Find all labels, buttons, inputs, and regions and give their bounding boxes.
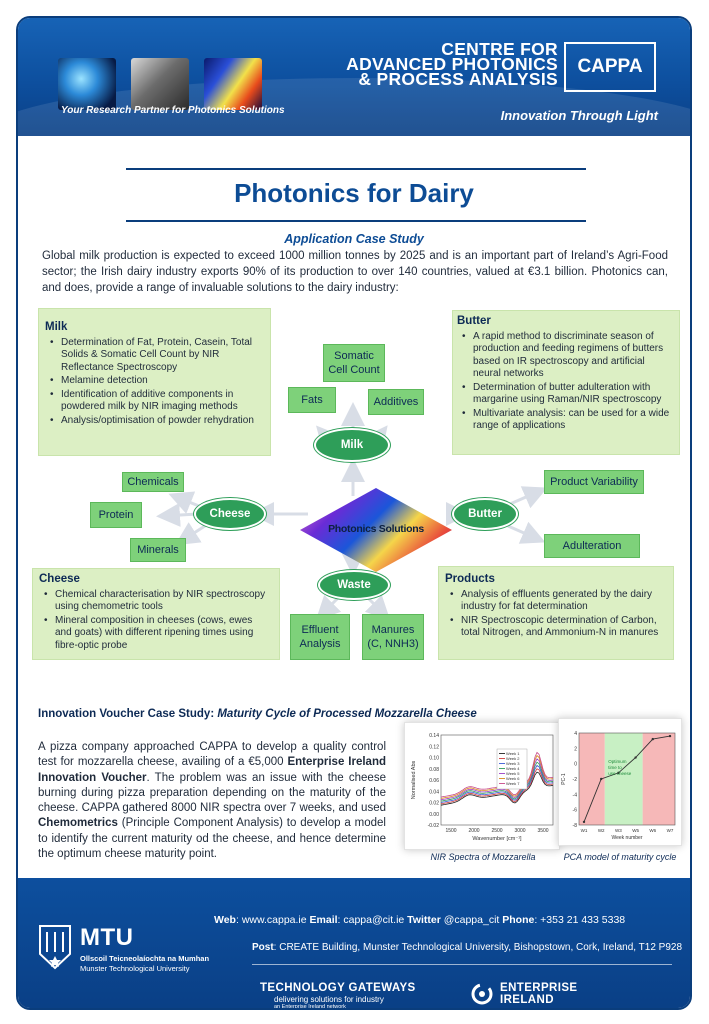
nir-spectra-figure — [404, 722, 560, 850]
x-tick-label: W3 — [615, 828, 622, 833]
centre-line-3: & PROCESS ANALYSIS — [358, 69, 558, 89]
cheese-box — [32, 568, 280, 660]
tag-product-variability: Product Variability — [544, 470, 644, 494]
y-tick-label: 4 — [574, 731, 577, 737]
application-heading: Application Case Study — [284, 232, 424, 246]
y-tick-label: 0 — [574, 761, 577, 768]
pca-chart — [559, 719, 683, 847]
centre-line-1: CENTRE FOR — [441, 39, 558, 59]
tag-somatic-cell-count: Somatic Cell Count — [323, 344, 385, 382]
twitter-link[interactable]: @cappa_cit — [440, 914, 503, 926]
case-body-bold: Enterprise Ireland Innovation Voucher — [38, 756, 386, 784]
tag-additives: Additives — [368, 389, 424, 415]
mtu-irish-name: Ollscoil Teicneolaíochta na Mumhan — [80, 954, 210, 963]
pca-point — [600, 778, 602, 780]
list-item: • Analysis/optimisation of powder rehydration — [45, 415, 262, 428]
list-item: • A rapid method to discriminate season of production and feeding regimens of butters based on IR spectroscopy and artificial neural networks — [457, 331, 675, 381]
header-tagline: Your Research Partner for Photonics Solutions — [61, 105, 285, 116]
tag-fats: Fats — [288, 387, 336, 413]
node-cheese: Cheese — [194, 498, 266, 530]
x-tick-label: W5 — [632, 828, 639, 833]
contact-line — [214, 914, 625, 926]
y-axis-label: Normalised Abs — [411, 760, 417, 800]
mtu-logo-text: MTU — [80, 924, 134, 951]
list-item: • Chemical characterisation by NIR spectroscopy using chemometric tools — [39, 589, 271, 614]
y-tick-label: 2 — [574, 746, 577, 753]
pca-figure — [558, 718, 682, 846]
x-axis-label: Wavenumber [cm⁻¹] — [472, 836, 522, 842]
pca-point — [652, 738, 654, 740]
tg-subtitle: delivering solutions for industry — [274, 995, 384, 1004]
optimum-annotation: time to — [608, 765, 622, 770]
legend-entry: Week 6 — [506, 776, 520, 781]
y-tick-label: -8 — [572, 823, 577, 829]
pca-point — [583, 821, 585, 823]
phone-label: Phone — [502, 914, 535, 926]
case-heading-plain: Innovation Voucher Case Study: — [38, 708, 218, 720]
legend-entry: Week 4 — [506, 766, 520, 771]
cheese-box-title: Cheese — [39, 573, 80, 585]
legend-entry: Week 3 — [506, 761, 520, 766]
butter-box-list — [457, 331, 675, 433]
list-item: • Identification of additive components in powdered milk by NIR imaging methods — [45, 389, 262, 414]
legend-entry: Week 7 — [506, 781, 520, 786]
postal-address — [252, 942, 682, 953]
x-tick-label: 1500 — [445, 828, 457, 834]
email-link[interactable]: : cappa@cit.ie — [337, 914, 408, 926]
y-tick-label: -2 — [572, 777, 577, 783]
footer-divider — [252, 964, 672, 965]
butter-box-title: Butter — [457, 315, 491, 327]
node-butter: Butter — [452, 498, 518, 530]
y-tick-label: 0.10 — [429, 755, 439, 762]
products-box — [438, 566, 674, 660]
red-zone-late — [643, 733, 675, 825]
y-tick-label: -0.02 — [427, 823, 439, 829]
email-label: Email — [309, 914, 338, 926]
list-item: • Analysis of effluents generated by the dairy industry for fat determination — [445, 589, 667, 614]
hub-label: Photonics Solutions — [328, 523, 424, 535]
y-tick-label: 0.12 — [429, 744, 439, 751]
green-zone-optimum — [605, 733, 643, 825]
header-slogan: Innovation Through Light — [500, 108, 658, 123]
case-body-text: . The problem was an issue with the cheese burning during pizza preparation depending on the maturity of the cheese. CAPPA gathered 8000 NIR spectra over 7 weeks, and used — [38, 771, 386, 815]
pca-point — [669, 735, 671, 737]
x-tick-label: 3000 — [514, 828, 526, 834]
tag-protein: Protein — [90, 502, 142, 528]
mtu-english-name: Munster Technological University — [80, 964, 190, 973]
y-tick-label: 0.00 — [429, 811, 439, 818]
milk-box-title: Milk — [45, 321, 68, 333]
pca-point — [634, 756, 636, 758]
poster-frame — [16, 16, 692, 1010]
optimum-annotation: Optimum — [608, 759, 627, 764]
milk-box — [38, 308, 271, 456]
phone-number: : +353 21 433 5338 — [534, 914, 626, 926]
x-tick-label: W2 — [597, 828, 605, 833]
case-study-body — [38, 740, 386, 862]
list-item: • Determination of butter adulteration with margarine using Raman/NIR spectroscopy — [457, 382, 675, 407]
mtu-crest-icon — [38, 924, 72, 970]
y-tick-label: 0.08 — [429, 766, 439, 773]
x-axis-label: Week number — [611, 835, 643, 841]
web-link[interactable]: : www.cappa.ie — [235, 914, 310, 926]
ei-line-2: IRELAND — [500, 994, 554, 1006]
enterprise-ireland-logo — [500, 982, 578, 1006]
milk-box-list — [45, 337, 262, 428]
cheese-box-list — [39, 589, 271, 653]
case-heading-italic: Maturity Cycle of Processed Mozzarella Cheese — [217, 708, 477, 720]
products-box-list — [445, 589, 667, 640]
case-body-text: A pizza company approached CAPPA to develop a quality control test for mozzarella cheese, availing of a €5,000 — [38, 741, 386, 769]
y-tick-label: 0.06 — [429, 778, 439, 784]
list-item: • Multivariate analysis: can be used for a wide range of applications — [457, 408, 675, 433]
optimum-annotation: use cheese — [608, 771, 632, 776]
centre-line-2: ADVANCED PHOTONICS — [346, 54, 558, 74]
x-tick-label: 2000 — [468, 828, 480, 834]
x-tick-label: W6 — [649, 828, 657, 833]
tg-network: an Enterprise Ireland network — [274, 1004, 346, 1010]
cappa-logo: CAPPA — [564, 42, 656, 92]
footer — [18, 878, 690, 1010]
post-label: Post — [252, 942, 274, 953]
list-item: • Mineral composition in cheeses (cows, ewes and goats) with different ripening times using fibre-optic probe — [39, 615, 271, 653]
y-tick-label: 0.04 — [429, 789, 439, 796]
tag-chemicals: Chemicals — [122, 472, 184, 492]
x-tick-label: 2500 — [491, 828, 503, 834]
tag-effluent-analysis: Effluent Analysis — [290, 614, 350, 660]
legend-entry: Week 1 — [506, 751, 520, 756]
node-milk: Milk — [314, 428, 390, 462]
x-tick-label: W7 — [666, 828, 674, 833]
page-title: Photonics for Dairy — [234, 178, 474, 208]
y-tick-label: 0.02 — [429, 800, 439, 807]
enterprise-ireland-icon — [470, 982, 494, 1006]
web-label: Web — [214, 914, 236, 926]
ei-line-1: ENTERPRISE — [500, 982, 578, 994]
case-body-text: (Principle Component Analysis) to develop a model to identify the current maturity od the cheese, and hence determine the optimum cheese maturity point. — [38, 817, 386, 861]
products-box-title: Products — [445, 573, 495, 585]
technology-gateways-logo: TECHNOLOGY GATEWAYS — [260, 982, 416, 994]
intro-paragraph: Global milk production is expected to exceed 1000 million tonnes by 2025 and is an important part of Ireland’s Agri-Food sector; the Irish dairy industry exports 90% of its production to over 140 countries, valued at €3.1 billion. Photonics can, and does, provide a range of invaluable solutions to the dairy industry: — [42, 250, 668, 294]
y-axis-label: PC-1 — [561, 773, 567, 785]
y-tick-label: -6 — [572, 807, 577, 814]
y-tick-label: -4 — [572, 792, 577, 799]
nir-spectra-chart — [405, 723, 561, 851]
x-tick-label: 3500 — [537, 828, 549, 834]
tag-adulteration: Adulteration — [544, 534, 640, 558]
butter-box — [452, 310, 680, 455]
pca-caption: PCA model of maturity cycle — [563, 852, 677, 862]
y-tick-label: 0.14 — [429, 733, 439, 739]
legend-entry: Week 2 — [506, 756, 520, 761]
list-item: • NIR Spectroscopic determination of Carbon, total Nitrogen, and Ammonium-N in manures — [445, 615, 667, 640]
legend-entry: Week 5 — [506, 771, 520, 776]
list-item: • Melamine detection — [45, 375, 262, 388]
twitter-label: Twitter — [407, 914, 441, 926]
nir-spectra-caption: NIR Spectra of Mozzarella — [430, 852, 536, 862]
tag-manures: Manures (C, NNH3) — [362, 614, 424, 660]
post-value: : CREATE Building, Munster Technological University, Bishopstown, Cork, Ireland, T12 P928 — [273, 942, 683, 953]
node-waste: Waste — [318, 570, 390, 600]
case-study-heading — [38, 708, 477, 720]
case-body-bold: Chemometrics — [38, 817, 118, 830]
x-tick-label: W1 — [580, 828, 588, 833]
tag-minerals: Minerals — [130, 538, 186, 562]
list-item: • Determination of Fat, Protein, Casein, Total Solids & Somatic Cell Count by NIR Reflectance Spectroscopy — [45, 337, 262, 375]
